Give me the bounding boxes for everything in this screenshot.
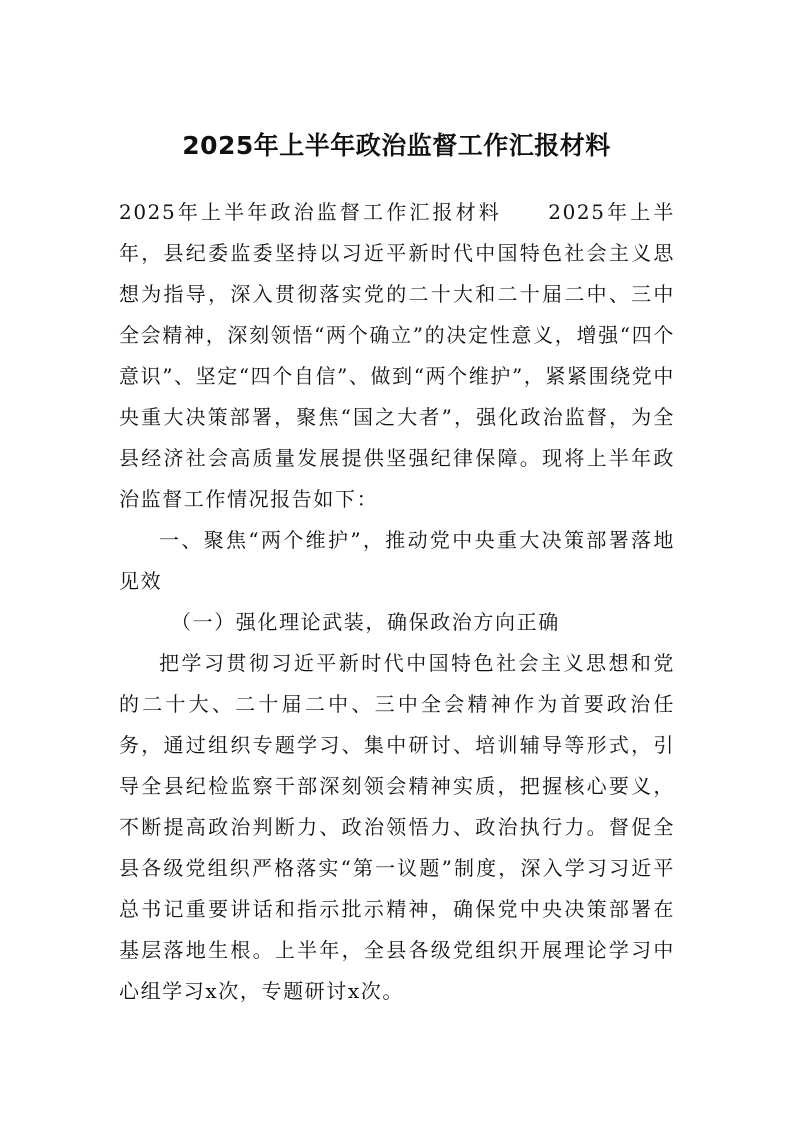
section-heading-1: 一、聚焦“两个维护”，推动党中央重大决策部署落地见效: [119, 528, 675, 593]
document-body: [119, 192, 675, 1012]
intro-paragraph: 2025年上半年政治监督工作汇报材料 2025年上半年，县纪委监委坚持以习近平新时代中国特色社会主义思想为指导，深入贯彻落实党的二十大和二十届二中、三中全会精神，深刻领悟“两个确立”的决定性意义，增强“四个意识”、坚定“四个自信”、做到“两个维护”，紧紧围绕党中央重大决策部署，聚焦“国之大者”，强化政治监督，为全县经济社会高质量发展提供坚强纪律保障。现将上半年政治监督工作情况报告如下：: [119, 200, 675, 511]
body-paragraph: 把学习贯彻习近平新时代中国特色社会主义思想和党的二十大、二十届二中、三中全会精神作为首要政治任务，通过组织专题学习、集中研讨、培训辅导等形式，引导全县纪检监察干部深刻领会精神实质，把握核心要义，不断提高政治判断力、政治领悟力、政治执行力。督促全县各级党组织严格落实“第一议题”制度，深入学习习近平总书记重要讲话和指示批示精神，确保党中央决策部署在基层落地生根。上半年，全县各级党组织开展理论学习中心组学习x次，专题研讨x次。: [119, 651, 675, 1003]
subsection-heading-1: （一）强化理论武装，确保政治方向正确: [171, 610, 560, 634]
document-title: 2025年上半年政治监督工作汇报材料: [182, 131, 611, 160]
